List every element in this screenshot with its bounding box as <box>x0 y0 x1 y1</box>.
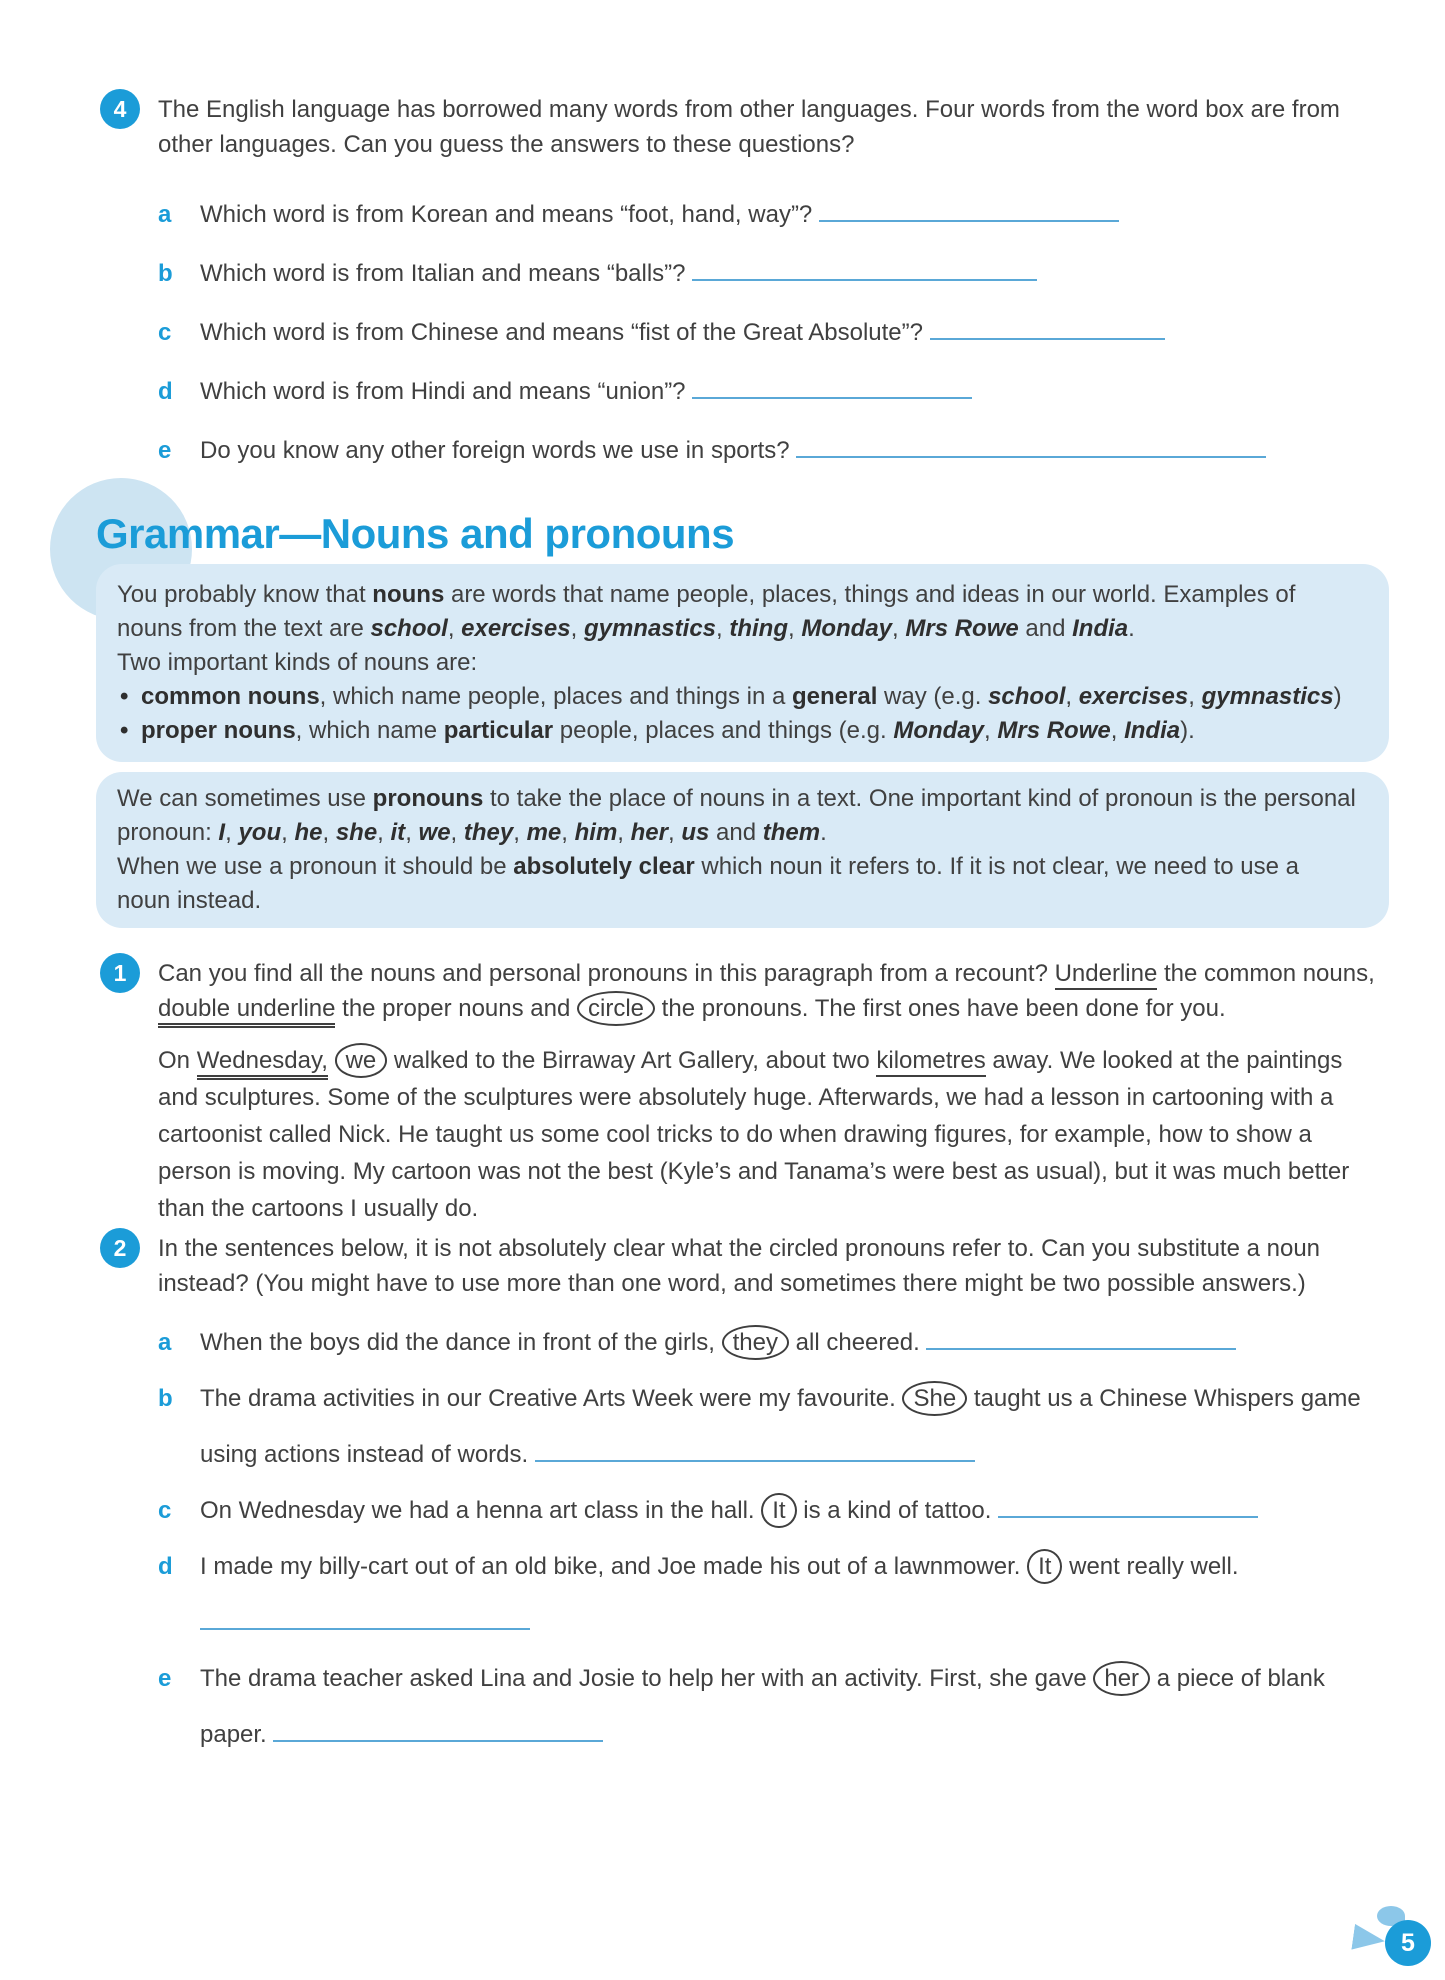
pronouns-definition: We can sometimes use pronouns to take the place of nouns in a text. One important kind of pronoun is the personal pronoun: I, you, he, she, it, we, they, me, him, her, us and them. <box>117 785 1356 846</box>
item-text: When the boys did the dance in front of the girls, they all cheered. <box>200 1315 1379 1371</box>
grammar-section <box>96 512 1445 556</box>
question-4-item-e <box>158 433 1379 468</box>
item-label: b <box>158 260 173 287</box>
pronouns-clarity-note: When we use a pronoun it should be absolutely clear which noun it refers to. If it is not clear, we need to use a noun instead. <box>117 853 1300 914</box>
answer-blank[interactable] <box>998 1494 1258 1518</box>
item-text: Which word is from Italian and means “balls”? <box>200 256 1379 291</box>
nouns-definition: You probably know that nouns are words that name people, places, things and ideas in our world. Examples of nouns from the text are school, exercises, gymnastics, thing, Monday, Mrs Rowe and India. <box>117 581 1296 642</box>
item-label: d <box>158 1553 173 1580</box>
item-label: c <box>158 1497 172 1524</box>
question-4 <box>100 92 1379 492</box>
answer-blank[interactable] <box>200 1606 530 1630</box>
item-text: Which word is from Korean and means “foot, hand, way”? <box>200 197 1379 232</box>
answer-blank[interactable] <box>273 1718 603 1742</box>
question-4-item-b <box>158 256 1379 291</box>
nouns-kinds-lead: Two important kinds of nouns are: <box>117 649 478 676</box>
item-text: I made my billy-cart out of an old bike, and Joe made his out of a lawnmower. It went really well. <box>200 1539 1379 1651</box>
question-2-intro: In the sentences below, it is not absolutely clear what the circled pronouns refer to. Can you substitute a noun instead? (You might have to use more than one word, and sometimes there might be two possible answers.) <box>158 1235 1321 1297</box>
question-2-item-d <box>158 1539 1379 1651</box>
answer-blank[interactable] <box>692 375 972 399</box>
question-4-item-c <box>158 315 1379 350</box>
answer-blank[interactable] <box>535 1438 975 1462</box>
question-2-item-c <box>158 1483 1379 1539</box>
item-text: The drama activities in our Creative Arts Week were my favourite. She taught us a Chinese Whispers game using actions instead of words. <box>200 1371 1379 1483</box>
noun-kinds-list <box>117 680 1359 748</box>
answer-blank[interactable] <box>692 257 1037 281</box>
question-4-items <box>158 197 1379 468</box>
question-1 <box>100 956 1379 1227</box>
item-label: e <box>158 1665 172 1692</box>
item-text: The drama teacher asked Lina and Josie to help her with an activity. First, she gave her a piece of blank paper. <box>200 1651 1379 1763</box>
question-2-item-e <box>158 1651 1379 1763</box>
question-4-number-badge: 4 <box>100 89 140 129</box>
item-text: Which word is from Chinese and means “fist of the Great Absolute”? <box>200 315 1379 350</box>
question-2-number-badge: 2 <box>100 1228 140 1268</box>
question-2-items <box>158 1315 1379 1763</box>
question-2 <box>100 1231 1379 1763</box>
item-text: Do you know any other foreign words we use in sports? <box>200 433 1379 468</box>
question-4-intro: The English language has borrowed many words from other languages. Four words from the word box are from other languages. Can you guess the answers to these questions? <box>158 96 1340 158</box>
proper-nouns-bullet: • proper nouns, which name particular people, places and things (e.g. Monday, Mrs Rowe, India). <box>117 714 1359 748</box>
answer-blank[interactable] <box>819 198 1119 222</box>
question-4-item-a <box>158 197 1379 232</box>
item-text: On Wednesday we had a henna art class in the hall. It is a kind of tattoo. <box>200 1483 1379 1539</box>
item-text: Which word is from Hindi and means “union”? <box>200 374 1379 409</box>
recount-paragraph: On Wednesday, we walked to the Birraway Art Gallery, about two kilometres away. We looked at the paintings and sculptures. Some of the sculptures were absolutely huge. Afterwards, we had a lesson in cartooning with a cartoonist called Nick. He taught us some cool tricks to do when drawing figures, for example, how to show a person is moving. My cartoon was not the best (Kyle’s and Tanama’s were best as usual), but it was much better than the cartoons I usually do. <box>158 1042 1379 1227</box>
question-2-item-a <box>158 1315 1379 1371</box>
answer-blank[interactable] <box>930 316 1165 340</box>
item-label: a <box>158 1329 172 1356</box>
item-label: e <box>158 437 172 464</box>
page-number: 5 <box>1385 1920 1431 1966</box>
fish-tail-icon <box>1351 1924 1386 1954</box>
answer-blank[interactable] <box>796 434 1266 458</box>
question-2-item-b <box>158 1371 1379 1483</box>
answer-blank[interactable] <box>926 1326 1236 1350</box>
section-heading: Grammar—Nouns and pronouns <box>96 510 735 557</box>
question-4-item-d <box>158 374 1379 409</box>
item-label: d <box>158 378 173 405</box>
grammar-info-box-pronouns <box>96 772 1389 928</box>
item-label: a <box>158 201 172 228</box>
question-1-intro: Can you find all the nouns and personal pronouns in this paragraph from a recount? Underline the common nouns, double underline the proper nouns and circle the pronouns. The first ones have been done for you. <box>158 956 1379 1026</box>
item-label: c <box>158 319 172 346</box>
common-nouns-bullet: • common nouns, which name people, places and things in a general way (e.g. school, exercises, gymnastics) <box>117 680 1359 714</box>
item-label: b <box>158 1385 173 1412</box>
grammar-info-box-nouns <box>96 564 1389 762</box>
question-1-number-badge: 1 <box>100 953 140 993</box>
page-number-fish-badge <box>1353 1906 1431 1970</box>
